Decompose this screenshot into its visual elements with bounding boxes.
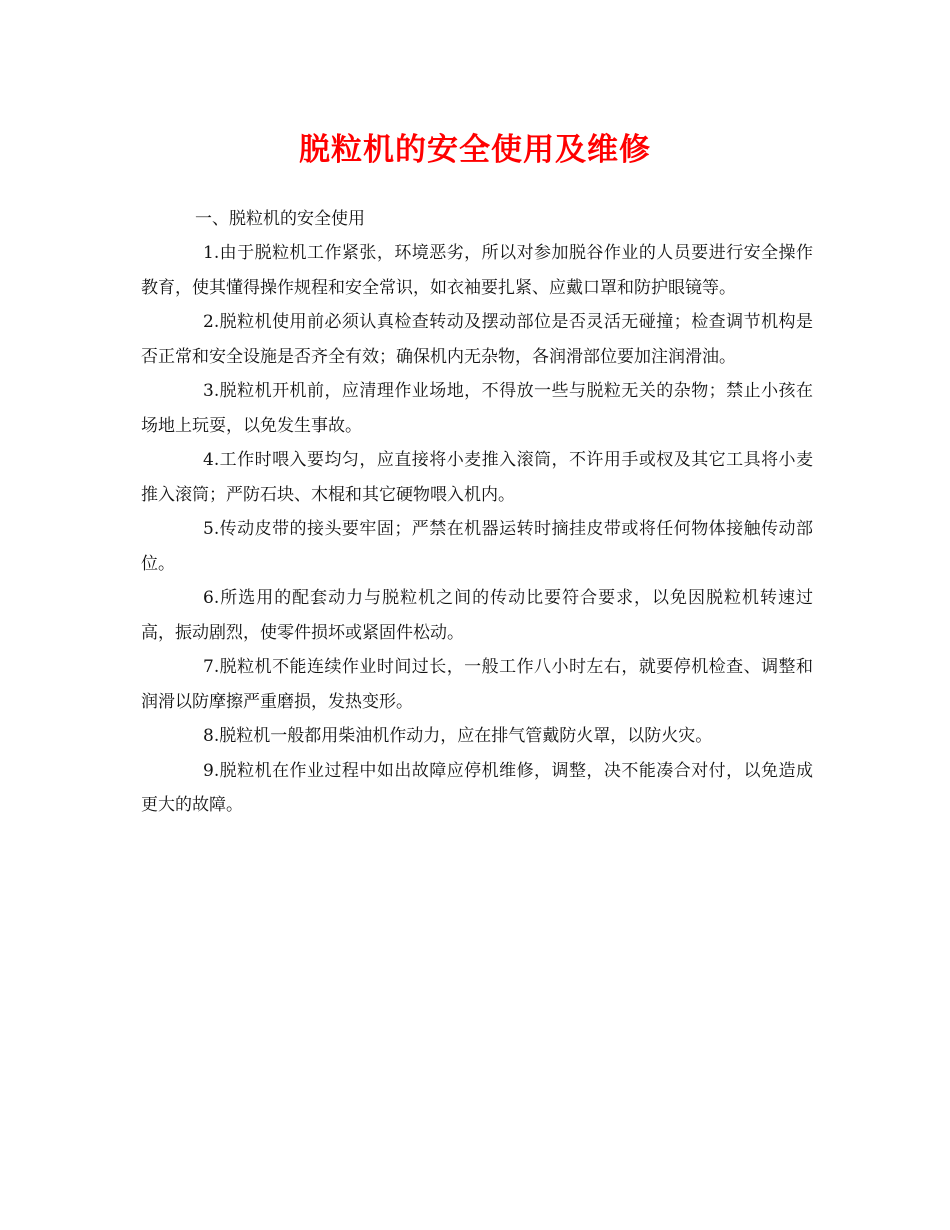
document-title: 脱粒机的安全使用及维修 [299,132,651,168]
paragraph-3: 3.脱粒机开机前，应清理作业场地，不得放一些与脱粒无关的杂物；禁止小孩在场地上玩耍，以免发生事故。 [141,381,813,436]
paragraph-2: 2.脱粒机使用前必须认真检查转动及摆动部位是否灵活无碰撞；检查调节机构是否正常和安全设施是否齐全有效；确保机内无杂物，各润滑部位要加注润滑油。 [141,312,813,367]
paragraph-5: 5.传动皮带的接头要牢固；严禁在机器运转时摘挂皮带或将任何物体接触传动部位。 [141,519,813,574]
paragraph-8: 8.脱粒机一般都用柴油机作动力，应在排气管戴防火罩，以防火灾。 [203,726,713,746]
paragraph-7: 7.脱粒机不能连续作业时间过长，一般工作八小时左右，就要停机检查、调整和润滑以防摩擦严重磨损，发热变形。 [141,657,813,712]
paragraph-6: 6.所选用的配套动力与脱粒机之间的传动比要符合要求，以免因脱粒机转速过高，振动剧烈，使零件损坏或紧固件松动。 [141,588,813,643]
paragraph-9: 9.脱粒机在作业过程中如出故障应停机维修，调整，决不能凑合对付，以免造成更大的故障。 [141,760,813,815]
section-heading: 一、脱粒机的安全使用 [195,209,365,229]
document-body [141,202,813,823]
paragraph-4: 4.工作时喂入要均匀，应直接将小麦推入滚筒，不许用手或杈及其它工具将小麦推入滚筒；严防石块、木棍和其它硬物喂入机内。 [141,450,813,505]
paragraph-1: 1.由于脱粒机工作紧张，环境恶劣，所以对参加脱谷作业的人员要进行安全操作教育，使其懂得操作规程和安全常识，如衣袖要扎紧、应戴口罩和防护眼镜等。 [141,243,813,298]
